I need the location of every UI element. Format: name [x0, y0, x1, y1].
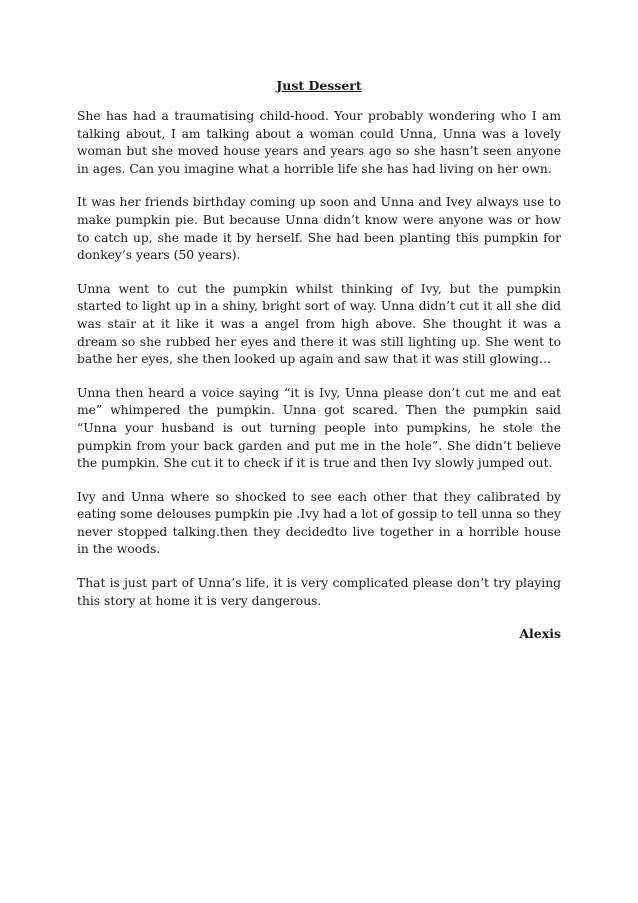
paragraph: Ivy and Unna where so shocked to see each other that they calibrated by eating some delouses pumpkin pie .Ivy had a lot of gossip to tell unna so they never stopped talking.then they decidedto live together in a horrible house in the woods. — [77, 489, 561, 557]
paragraph: Unna went to cut the pumpkin whilst thinking of Ivy, but the pumpkin started to light up in a shiny, bright sort of way. Unna didn’t cut it all she did was stair at it like it was a angel from high above. She thought it was a dream so she rubbed her eyes and there it was still lighting up. She went to bathe her eyes, she then looked up again and saw that it was still glowing… — [77, 281, 561, 367]
paragraph: It was her friends birthday coming up soon and Unna and Ivey always use to make pumpkin pie. But because Unna didn’t know were anyone was or how to catch up, she made it by herself. She had been planting this pumpkin for donkey’s years (50 years). — [77, 195, 561, 263]
document-page — [77, 78, 561, 642]
paragraph: Unna then heard a voice saying “it is Ivy, Unna please don’t cut me and eat me” whimpered the pumpkin. Unna got scared. Then the pumpkin said “Unna your husband is out turning people into pumpkins, he stole the pumpkin from your back garden and put me in the hole”. She didn’t believe the pumpkin. She cut it to check if it is true and then Ivy slowly jumped out. — [77, 385, 561, 471]
paragraph: She has had a traumatising child-hood. Your probably wondering who I am talking about, I am talking about a woman could Unna, Unna was a lovely woman but she moved house years and years ago so she hasn’t seen anyone in ages. Can you imagine what a horrible life she has had living on her own. — [77, 109, 561, 176]
paragraph: That is just part of Unna’s life, it is very complicated please don’t try playing this story at home it is very dangerous. — [77, 576, 561, 608]
author-signature: Alexis — [519, 626, 561, 642]
document-title: Just Dessert — [276, 78, 362, 93]
